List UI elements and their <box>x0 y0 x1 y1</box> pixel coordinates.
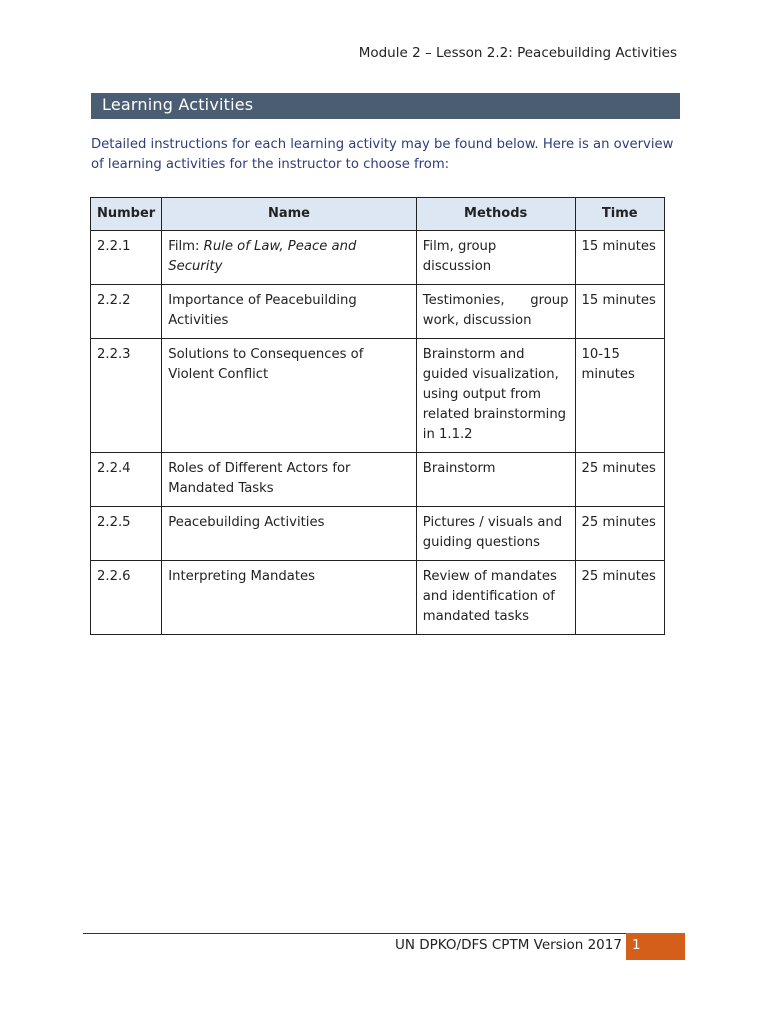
footer-divider <box>83 933 684 934</box>
name-prefix: Film: <box>168 239 204 254</box>
cell-number: 2.2.2 <box>91 285 162 339</box>
cell-methods: Brainstorm <box>416 453 575 507</box>
learning-activities-table <box>90 197 665 635</box>
footer-text: UN DPKO/DFS CPTM Version 2017 <box>395 937 622 953</box>
cell-name: Interpreting Mandates <box>162 561 417 635</box>
table-row <box>91 339 665 453</box>
table-header-row <box>91 198 665 231</box>
cell-time: 25 minutes <box>575 561 664 635</box>
header-time: Time <box>575 198 664 231</box>
section-heading-bar <box>91 93 680 119</box>
cell-number: 2.2.5 <box>91 507 162 561</box>
header-name: Name <box>162 198 417 231</box>
cell-methods: Pictures / visuals and guiding questions <box>416 507 575 561</box>
cell-methods: Testimonies, group work, discussion <box>416 285 575 339</box>
cell-name: Roles of Different Actors for Mandated Tasks <box>162 453 417 507</box>
cell-name: Peacebuilding Activities <box>162 507 417 561</box>
cell-methods: Brainstorm and guided visualization, using output from related brainstorming in 1.1.2 <box>416 339 575 453</box>
intro-paragraph: Detailed instructions for each learning activity may be found below. Here is an overview of learning activities for the instructor to choose from: <box>91 137 674 172</box>
cell-time: 15 minutes <box>575 285 664 339</box>
header-number: Number <box>91 198 162 231</box>
cell-number: 2.2.3 <box>91 339 162 453</box>
cell-name: Solutions to Consequences of Violent Conflict <box>162 339 417 453</box>
cell-methods: Review of mandates and identification of mandated tasks <box>416 561 575 635</box>
cell-name <box>162 231 417 285</box>
table-row <box>91 561 665 635</box>
table-row <box>91 507 665 561</box>
page-number-box <box>626 933 685 960</box>
cell-methods: Film, group discussion <box>416 231 575 285</box>
running-header: Module 2 – Lesson 2.2: Peacebuilding Activities <box>358 45 677 61</box>
table-row <box>91 231 665 285</box>
cell-time: 25 minutes <box>575 453 664 507</box>
cell-number: 2.2.6 <box>91 561 162 635</box>
section-title: Learning Activities <box>102 95 254 114</box>
cell-number: 2.2.1 <box>91 231 162 285</box>
table-row <box>91 453 665 507</box>
film-title: Rule of Law, Peace and Security <box>168 239 357 274</box>
cell-name: Importance of Peacebuilding Activities <box>162 285 417 339</box>
header-methods: Methods <box>416 198 575 231</box>
cell-time: 10-15 minutes <box>575 339 664 453</box>
cell-number: 2.2.4 <box>91 453 162 507</box>
cell-time: 15 minutes <box>575 231 664 285</box>
page-number: 1 <box>632 937 641 953</box>
cell-time: 25 minutes <box>575 507 664 561</box>
table-row <box>91 285 665 339</box>
